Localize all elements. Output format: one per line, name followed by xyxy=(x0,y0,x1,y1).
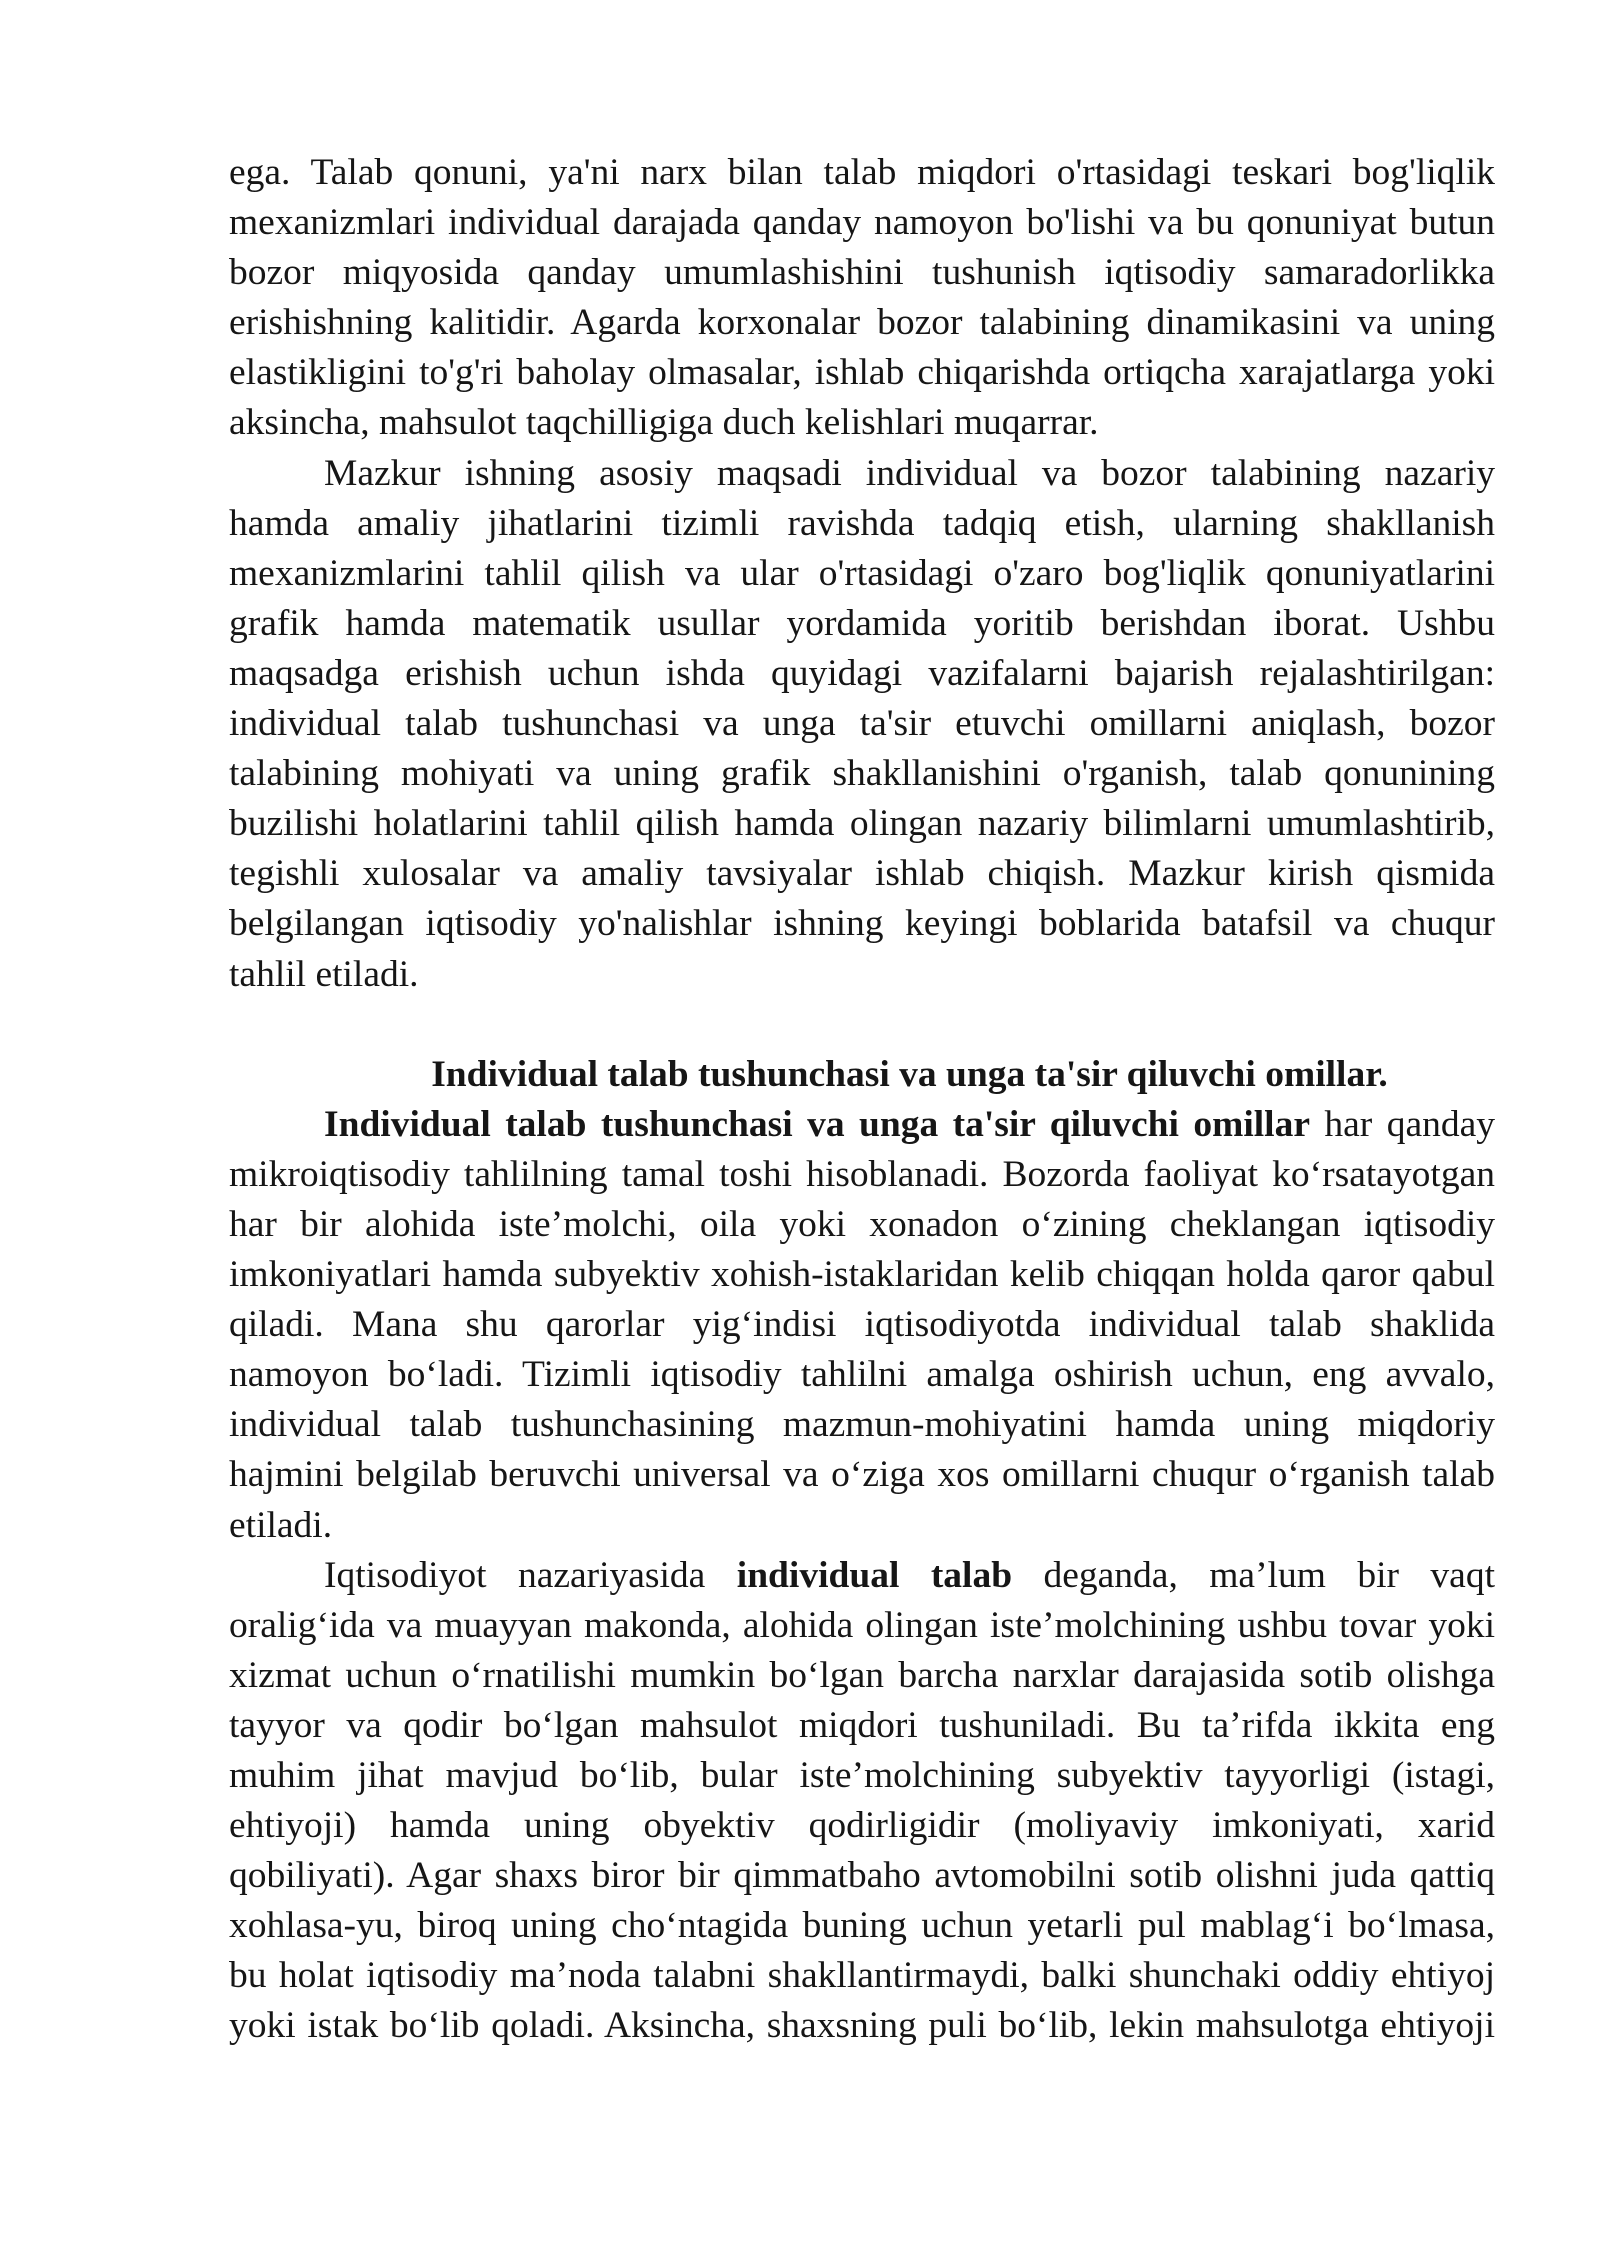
paragraph-continued-line-3: bozor miqyosida qanday umumlashishini tushunish iqtisodiy samaradorlikka xyxy=(229,252,1495,294)
paragraph-purpose-line-3: mexanizmlarini tahlil qilish va ular o'rtasidagi o'zaro bog'liqlik qonuniyatlarini xyxy=(229,552,1495,594)
paragraph-intro-line-6: namoyon bo‘ladi. Tizimli iqtisodiy tahlilni amalga oshirish uchun, eng avvalo, xyxy=(229,1354,1495,1396)
paragraph-intro-line-1 xyxy=(229,1100,1495,1150)
paragraph-definition xyxy=(229,1551,1495,2052)
paragraph-intro-line-4: imkoniyatlari hamda subyektiv xohish-istaklaridan kelib chiqqan holda qaror qabul xyxy=(229,1254,1495,1296)
blank-line xyxy=(229,1000,1495,1050)
paragraph-intro-line-8: hajmini belgilab beruvchi universal va o‘ziga xos omillarni chuqur o‘rganish talab xyxy=(229,1454,1495,1496)
paragraph-purpose-line-2: hamda amaliy jihatlarini tizimli ravishda tadqiq etish, ularning shakllanish xyxy=(229,502,1495,544)
paragraph-definition-line-9: bu holat iqtisodiy ma’noda talabni shakllantirmaydi, balki shunchaki oddiy ehtiyoj xyxy=(229,1955,1495,1997)
paragraph-intro-line-5: qiladi. Mana shu qarorlar yig‘indisi iqtisodiyotda individual talab shaklida xyxy=(229,1304,1495,1346)
paragraph-purpose xyxy=(229,449,1495,1000)
text-run: deganda, ma’lum bir vaqt xyxy=(1012,1554,1495,1596)
paragraph-intro-line-9: etiladi. xyxy=(229,1504,333,1546)
bold-term: Individual talab tushunchasi va unga ta'sir qiluvchi omillar xyxy=(324,1103,1310,1145)
paragraph-purpose-line-8: buzilishi holatlarini tahlil qilish hamda olingan nazariy bilimlarni umumlashtirib, xyxy=(229,803,1495,845)
paragraph-continued-line-6: aksincha, mahsulot taqchilligiga duch kelishlari muqarrar. xyxy=(229,402,1099,444)
paragraph-purpose-line-6: individual talab tushunchasi va unga ta'sir etuvchi omillarni aniqlash, bozor xyxy=(229,703,1495,745)
paragraph-definition-line-2: oralig‘ida va muayyan makonda, alohida olingan iste’molchining ushbu tovar yoki xyxy=(229,1604,1495,1646)
paragraph-definition-line-6: ehtiyoji) hamda uning obyektiv qodirligidir (moliyaviy imkoniyati, xarid xyxy=(229,1805,1495,1847)
text-run: Iqtisodiyot nazariyasida xyxy=(324,1554,737,1596)
paragraph-continued-line-1: ega. Talab qonuni, ya'ni narx bilan talab miqdori o'rtasidagi teskari bog'liqlik xyxy=(229,152,1495,193)
paragraph-definition-line-1 xyxy=(229,1551,1495,1601)
paragraph-intro xyxy=(229,1100,1495,1551)
paragraph-purpose-line-5: maqsadga erishish uchun ishda quyidagi vazifalarni bajarish rejalashtirilgan: xyxy=(229,652,1495,694)
section-heading: Individual talab tushunchasi va unga ta'sir qiluvchi omillar. xyxy=(431,1053,1388,1095)
paragraph-definition-line-8: xohlasa-yu, biroq uning cho‘ntagida buning uchun yetarli pul mablag‘i bo‘lmasa, xyxy=(229,1905,1495,1947)
paragraph-intro-line-3: har bir alohida iste’molchi, oila yoki xonadon o‘zining cheklangan iqtisodiy xyxy=(229,1203,1495,1245)
paragraph-definition-line-5: muhim jihat mavjud bo‘lib, bular iste’molchining subyektiv tayyorligi (istagi, xyxy=(229,1755,1495,1796)
paragraph-intro-line-7: individual talab tushunchasining mazmun-mohiyatini hamda uning miqdoriy xyxy=(229,1404,1495,1446)
paragraph-purpose-line-11: tahlil etiladi. xyxy=(229,953,419,995)
paragraph-intro-line-2: mikroiqtisodiy tahlilning tamal toshi hisoblanadi. Bozorda faoliyat ko‘rsatayotgan xyxy=(229,1153,1495,1195)
paragraph-purpose-line-10: belgilangan iqtisodiy yo'nalishlar ishning keyingi boblarida batafsil va chuqur xyxy=(229,903,1495,945)
paragraph-definition-line-4: tayyor va qodir bo‘lgan mahsulot miqdori tushuniladi. Bu ta’rifda ikkita eng xyxy=(229,1704,1495,1746)
paragraph-purpose-line-7: talabining mohiyati va uning grafik shakllanishini o'rganish, talab qonunining xyxy=(229,753,1495,795)
paragraph-continued-line-2: mexanizmlari individual darajada qanday namoyon bo'lishi va bu qonuniyat butun xyxy=(229,202,1495,244)
paragraph-purpose-line-4: grafik hamda matematik usullar yordamida yoritib berishdan iborat. Ushbu xyxy=(229,602,1495,644)
text-run: har qanday xyxy=(1309,1103,1496,1145)
paragraph-definition-line-7: qobiliyati). Agar shaxs biror bir qimmatbaho avtomobilni sotib olishni juda qattiq xyxy=(229,1855,1495,1897)
paragraph-purpose-line-1: Mazkur ishning asosiy maqsadi individual va bozor talabining nazariy xyxy=(324,452,1495,494)
paragraph-continued-line-4: erishishning kalitidir. Agarda korxonalar bozor talabining dinamikasini va uning xyxy=(229,302,1495,344)
paragraph-continued-line-5: elastikligini to'g'ri baholay olmasalar, ishlab chiqarishda ortiqcha xarajatlarga yoki xyxy=(229,352,1495,394)
bold-term: individual talab xyxy=(736,1554,1013,1596)
paragraph-continued xyxy=(229,148,1495,449)
paragraph-definition-line-3: xizmat uchun o‘rnatilishi mumkin bo‘lgan barcha narxlar darajasida sotib olishga xyxy=(229,1654,1495,1696)
paragraph-purpose-line-9: tegishli xulosalar va amaliy tavsiyalar ishlab chiqish. Mazkur kirish qismida xyxy=(229,853,1495,895)
paragraph-definition-line-10: yoki istak bo‘lib qoladi. Aksincha, shaxsning puli bo‘lib, lekin mahsulotga ehtiyoji xyxy=(229,2005,1495,2047)
